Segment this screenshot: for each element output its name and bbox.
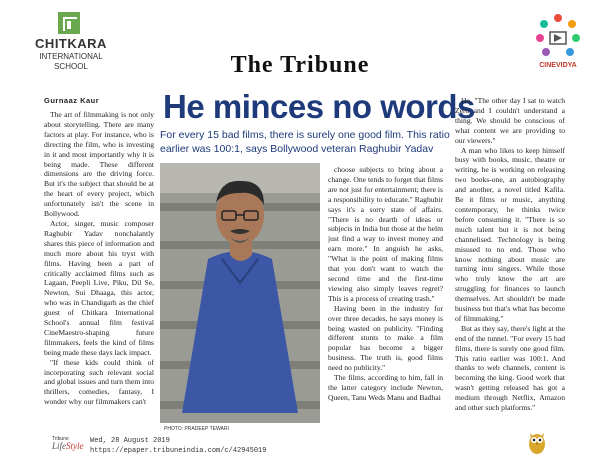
subheadline: For every 15 bad films, there is surely one good film. This ratio earlier was 100:1, says Bollywood veteran Raghubir Yadav (160, 129, 450, 155)
chitkara-name: CHITKARA (35, 36, 107, 51)
headline: He minces no words (163, 88, 475, 125)
photo-credit: PHOTO: PRADEEP TEWARI (164, 426, 229, 432)
lifestyle-style: Style (66, 441, 84, 451)
paragraph: A man who likes to keep himself busy with books, music, theatre or writing, he is working on releasing two books-one, an autobiography and another, a novel titled Kafila. Be it films or music, anything contemporary, he thinks twice before consuming it. "There is so much talent but it is not being channelised. Technology is being misused to no end. Those who know nothing about music are turning into singers. While those who truly know the art are struggling for finances to launch themselves. Art shouldn't be made business but that's what has become of filmmaking." (455, 145, 565, 323)
chitkara-emblem-icon (58, 12, 80, 34)
paragraph: The art of filmmaking is not only about storytelling. There are many factors at play. For instance, who is directing the film, who is investing in it and most importantly why it is being made. These different dimensions are the driving force. But it's the subject that should be at the heart of every project, which unfortunately isn't the scene in Bollywood. (44, 110, 154, 219)
chitkara-sub1: INTERNATIONAL (39, 52, 103, 61)
portrait-photo (160, 163, 320, 423)
paragraph: But as they say, there's light at the end of the tunnel. "For every 15 bad films, there is surely one good film. This ratio earlier was 100:1. And thanks to web channels, content is becoming the king. Good work that wasn't getting released has got a medium through Netflix, Amazon and other such platforms." (455, 323, 565, 413)
paragraph: The films, according to him, fall in the latter category include Newton, Queen, Tanu Weds Manu and Badhai (328, 373, 443, 402)
epaper-link[interactable]: https://epaper.tribuneindia.com/c/42945019 (90, 447, 267, 455)
article-column-4 (455, 96, 565, 438)
article-column-1 (44, 110, 154, 440)
paragraph: "If these kids could think of incorporating such relevant social and global issues and turn them into thrillers, comedies, fantasy, I wonder why our filmmakers can't (44, 357, 154, 407)
portrait-illustration (160, 163, 320, 423)
cinevidya-label: CINEVIDYA (539, 62, 577, 69)
paragraph: Ho. "The other day I sat to watch Zero and I couldn't understand a thing. We should be conscious of what content we are providing to our viewers." (455, 96, 565, 145)
newspaper-masthead: The Tribune (230, 52, 370, 78)
lifestyle-edition: Tribune (52, 436, 69, 442)
lifestyle-logo (52, 436, 82, 454)
lifestyle-life: Life (52, 441, 67, 451)
paragraph: choose subjects to bring about a change. One tends to forget that films are not just for entertainment; there is a responsibility to educate." Raghubir says it's a sorry state of affairs. "There is no dearth of ideas or subjects in India but those at the helm just find a way to invest money and earn more." In anguish he asks, "What is the point of making films that you don't want to watch the second time and the first-time viewing also simply leaves regret? This is a process of creating trash." (328, 165, 443, 303)
owl-icon (528, 429, 546, 455)
chitkara-sub2: SCHOOL (54, 62, 88, 71)
paragraph: Having been in the industry for over three decades, he says money is being wasted on publicity. "Finding different stunts to make a film popular has become a bigger business. The truth is, good films need no publicity." (328, 303, 443, 373)
paragraph: Actor, singer, music composer Raghubir Yadav nonchalantly shares this piece of information and much more about his tryst with films. Having been a part of critically acclaimed films such as Lagaan, Peepli Live, Piku, Dil Se, Newton, Sui Dhaaga, this actor, who was in Chandigarh as the chief guest of Chitkara International School's annual film festival CineMaestro-shaping future filmmakers, feels the kind of films being made these days lack impact. (44, 218, 154, 357)
byline: Gurnaaz Kaur (44, 96, 100, 105)
edition-date: Wed, 28 August 2019 (90, 437, 170, 445)
article-column-3 (328, 165, 443, 440)
